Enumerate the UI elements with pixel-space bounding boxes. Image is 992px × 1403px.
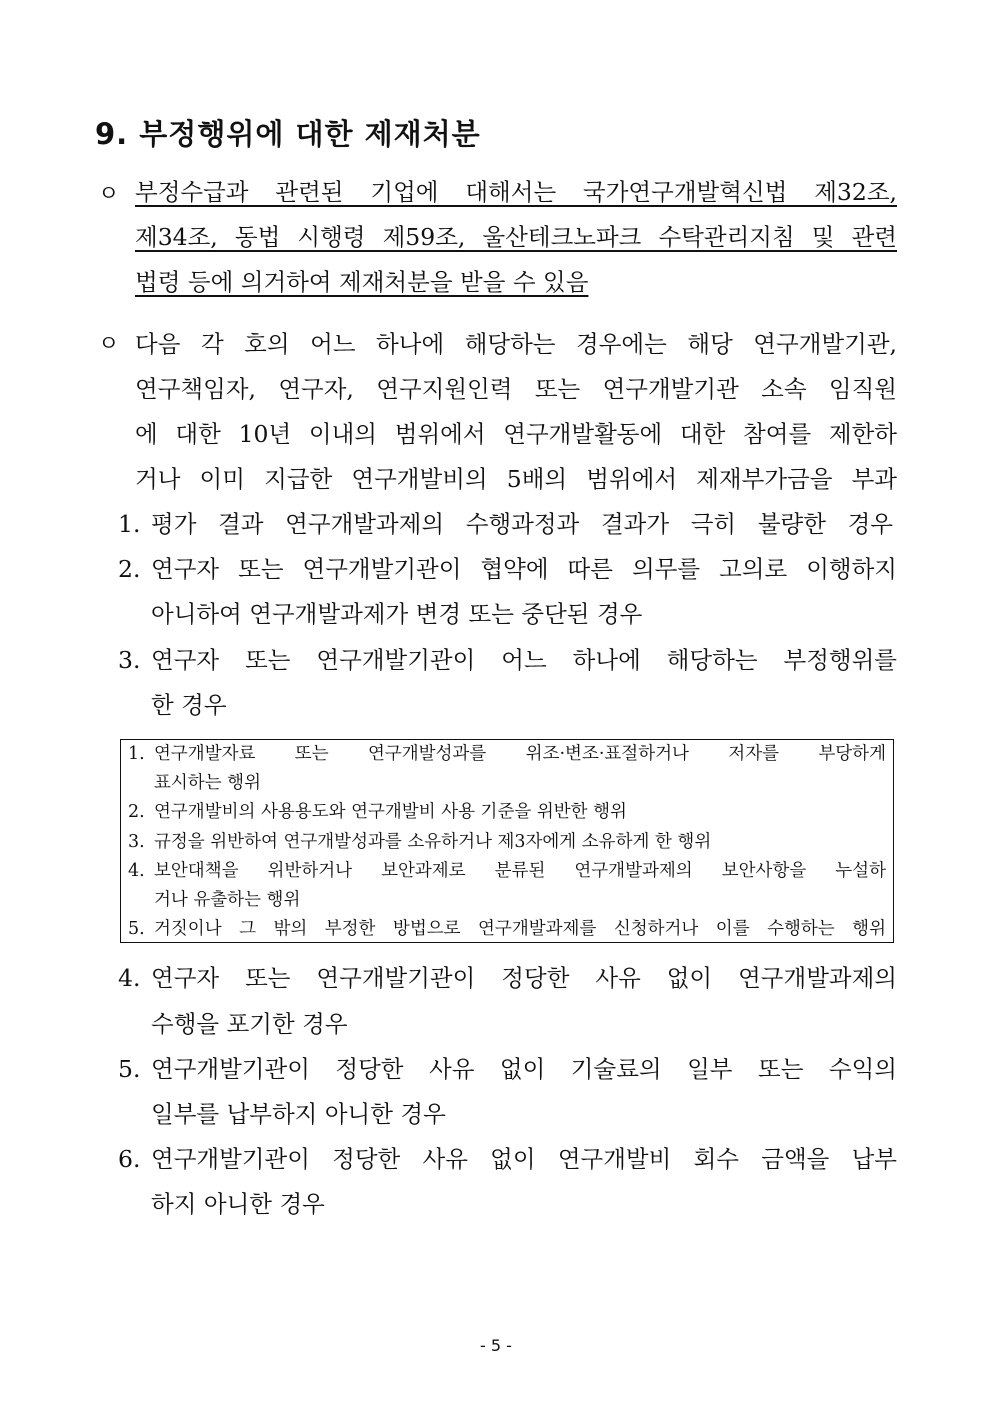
box-item-number: 1.	[128, 744, 145, 764]
list-item-number: 2.	[118, 555, 141, 583]
box-item-number: 5.	[128, 919, 145, 939]
list-item-number: 6.	[118, 1145, 141, 1173]
list-item-text: 일부를 납부하지 아니한 경우	[151, 1100, 446, 1128]
para2-line: 거나 이미 지급한 연구개발비의 5배의 범위에서 제재부가금을 부과	[135, 465, 897, 493]
box-item-text: 연구개발비의 사용용도와 연구개발비 사용 기준을 위반한 행위	[154, 802, 627, 822]
list-item-number: 4.	[118, 964, 141, 992]
bullet-icon: ㅇ	[98, 182, 120, 207]
list-item-number: 1.	[118, 510, 141, 538]
list-item-text: 연구자 또는 연구개발기관이 협약에 따른 의무를 고의로 이행하지	[151, 555, 897, 583]
page-number: - 5 -	[480, 1336, 512, 1355]
list-item-text: 하지 아니한 경우	[151, 1190, 325, 1218]
list-item-text: 연구자 또는 연구개발기관이 정당한 사유 없이 연구개발과제의	[151, 964, 897, 992]
para2-line: 에 대한 10년 이내의 범위에서 연구개발활동에 대한 참여를 제한하	[135, 420, 897, 448]
list-item-number: 3.	[118, 646, 141, 674]
list-item-number: 5.	[118, 1055, 141, 1083]
box-item-number: 4.	[128, 861, 145, 881]
list-item-text: 평가 결과 연구개발과제의 수행과정과 결과가 극히 불량한 경우	[151, 510, 893, 538]
box-item-text: 보안대책을 위반하거나 보안과제로 분류된 연구개발과제의 보안사항을 누설하	[154, 861, 886, 881]
para1-line: 부정수급과 관련된 기업에 대해서는 국가연구개발혁신법 제32조,	[135, 178, 897, 206]
para2-line: 연구책임자, 연구자, 연구지원인력 또는 연구개발기관 소속 임직원	[135, 375, 897, 403]
list-item-text: 연구자 또는 연구개발기관이 어느 하나에 해당하는 부정행위를	[151, 646, 897, 674]
box-item-number: 3.	[128, 832, 145, 852]
para2-line: 다음 각 호의 어느 하나에 해당하는 경우에는 해당 연구개발기관,	[135, 330, 897, 358]
box-item-number: 2.	[128, 802, 145, 822]
list-item-text: 한 경우	[151, 691, 227, 719]
bullet-icon: ㅇ	[98, 332, 120, 357]
para1-line: 법령 등에 의거하여 제재처분을 받을 수 있음	[135, 268, 589, 296]
box-item-text: 규정을 위반하여 연구개발성과를 소유하거나 제3자에게 소유하게 한 행위	[154, 832, 712, 852]
box-item-text: 연구개발자료 또는 연구개발성과를 위조·변조·표절하거나 저자를 부당하게	[154, 744, 886, 764]
list-item-text: 연구개발기관이 정당한 사유 없이 기술료의 일부 또는 수익의	[151, 1055, 897, 1083]
box-item-text: 거나 유출하는 행위	[154, 890, 301, 910]
box-item-text: 표시하는 행위	[154, 773, 261, 793]
list-item-text: 연구개발기관이 정당한 사유 없이 연구개발비 회수 금액을 납부	[151, 1145, 897, 1173]
list-item-text: 아니하여 연구개발과제가 변경 또는 중단된 경우	[151, 600, 643, 628]
para1-line: 제34조, 동법 시행령 제59조, 울산테크노파크 수탁관리지침 및 관련	[135, 223, 897, 251]
misconduct-list-box	[120, 739, 894, 943]
list-item-text: 수행을 포기한 경우	[151, 1010, 348, 1038]
box-item-text: 거짓이나 그 밖의 부정한 방법으로 연구개발과제를 신청하거나 이를 수행하는 행위	[154, 919, 886, 939]
section-heading: 9. 부정행위에 대한 제재처분	[95, 117, 481, 151]
